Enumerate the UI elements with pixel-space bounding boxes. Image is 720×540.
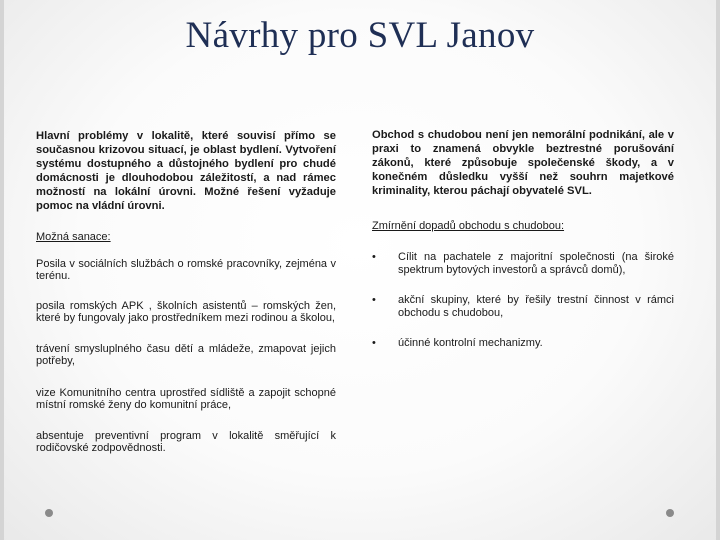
slide-title: Návrhy pro SVL Janov — [185, 15, 535, 56]
bullet-text: akční skupiny, které by řešily trestní činnost v rámci obchodu s chudobou, — [398, 294, 674, 319]
sanace-item: absentuje preventivní program v lokalitě směřující k rodičovské zodpovědnosti. — [36, 430, 336, 454]
sanace-list — [36, 259, 336, 454]
sanace-item: trávení smysluplného času dětí a mládeže, zmapovat jejich potřeby, — [36, 343, 336, 367]
right-column — [372, 128, 674, 367]
bullet-icon: • — [372, 294, 376, 306]
sanace-item: Posila v sociálních službách o romské pracovníky, zejména v terénu. — [36, 258, 336, 282]
right-pin-icon — [666, 509, 674, 517]
sanace-item: posila romských APK , školních asistentů – romských žen, které by fungovaly jako prostředníkem mezi rodinou a školou, — [36, 300, 336, 324]
bullet-list — [372, 251, 674, 350]
omezeni-heading: Zmírnění dopadů obchodu s chudobou: — [372, 220, 565, 232]
bullet-text: účinné kontrolní mechanizmy. — [398, 337, 543, 349]
bullet-item — [372, 251, 674, 277]
bullet-text: Cílit na pachatele z majoritní společnosti (na široké spektrum bytových investorů a správců domů), — [398, 251, 674, 276]
sanace-item: vize Komunitního centra uprostřed sídliště a zapojit schopné místní romské ženy do komunitní práce, — [36, 387, 336, 411]
left-pin-icon — [45, 509, 53, 517]
right-intro-paragraph: Obchod s chudobou není jen nemorální podnikání, ale v praxi to znamená obvykle beztrestné porušování zákonů, které způsobuje společenské škody, a v konečném důsledku vyšší než souhrn majetkové kriminality, kterou páchají obyvatelé SVL. — [372, 129, 674, 197]
left-slide-border — [0, 0, 4, 540]
bullet-icon: • — [372, 251, 376, 263]
bullet-item — [372, 294, 674, 320]
bullet-icon: • — [372, 337, 376, 349]
right-slide-border — [716, 0, 720, 540]
sanace-heading: Možná sanace: — [36, 231, 111, 243]
bullet-item — [372, 337, 674, 350]
left-column — [36, 129, 336, 454]
left-intro-paragraph: Hlavní problémy v lokalitě, které souvisí přímo se současnou krizovou situací, je oblast bydlení. Vytvoření systému dostupného a důstojného bydlení pro chudé domácnosti je dlouhodobou záležitostí, a nad rámec možností na lokální úrovni. Možné řešení vyžaduje pomoc na vládní úrovni. — [36, 130, 336, 212]
